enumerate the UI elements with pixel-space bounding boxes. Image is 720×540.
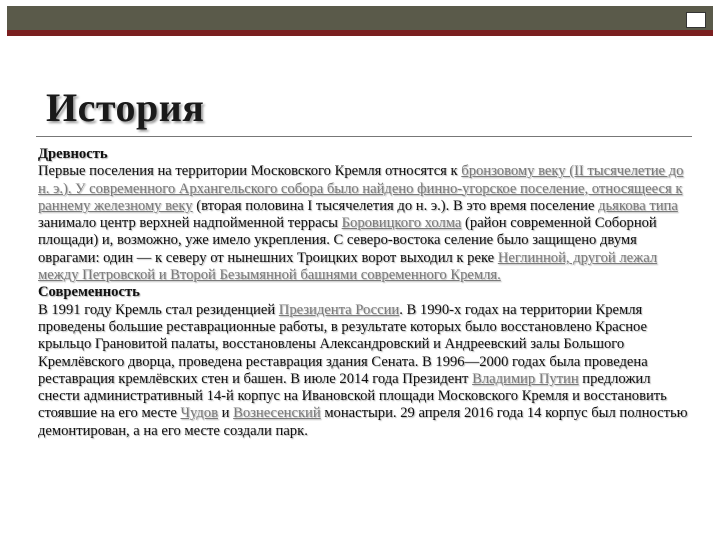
hyperlink[interactable]: Президента России: [278, 301, 400, 318]
hyperlink[interactable]: Чудов: [180, 405, 218, 422]
hyperlink[interactable]: Вознесенский: [233, 405, 321, 422]
section-text-modern: [38, 302, 688, 440]
section-heading-ancient: Древность: [38, 146, 108, 162]
paragraph-text: и: [217, 405, 234, 422]
paragraph-text: (вторая половина I тысячелетия до н. э.). В это время поселение: [192, 197, 599, 214]
title-divider: [36, 136, 692, 137]
paragraph-text: занимало центр верхней надпойменной террасы: [38, 215, 342, 232]
slide-body: [38, 146, 688, 440]
hyperlink[interactable]: бронзовому веку (II тысячелетие до н. э.). У современного Архангельского собора было найдено финно-угорское поселение, относящееся к раннему железному веку: [38, 163, 684, 214]
hyperlink[interactable]: дьякова типа: [598, 197, 678, 214]
hyperlink[interactable]: Боровицкого холма: [341, 215, 462, 232]
paragraph-text: . В 1990-х годах на территории Кремля проведены большие реставрационные работы, в результате которых было восстановлено Красное крыльцо Грановитой палаты, восстановлены Александровский и Андреевский залы Большого Кремлёвского дворца, проведена реставрация здания Сената. В 1996—2000 годах была проведена реставрация кремлёвских стен и башен. В июле 2014 года Президент: [38, 301, 648, 387]
section-text-ancient: [38, 163, 688, 284]
paragraph-text: монастыри. 29 апреля 2016 года 14 корпус был полностью демонтирован, а на его месте создали парк.: [38, 405, 688, 439]
slide-title: История: [46, 85, 205, 130]
paragraph-text: предложил снести административный 14-й корпус на Ивановской площади Московского Кремля и восстановить стоявшие на его месте: [38, 370, 667, 422]
hyperlink[interactable]: Владимир Путин: [472, 370, 579, 387]
paragraph-text: (район современной Соборной площади) и, возможно, уже имело укрепления. С северо-востока селение было защищено двумя оврагами: один — к северу от нынешних Троицких ворот выходил к реке: [38, 215, 657, 266]
paragraph-text: Первые поселения на территории Московского Кремля относятся к: [38, 163, 462, 180]
section-heading-modern: Современность: [38, 284, 140, 301]
top-accent-line: [7, 30, 713, 36]
hyperlink[interactable]: Неглинной, другой лежал между Петровской и Второй Безымянной башнями современного Кремля.: [38, 249, 658, 284]
top-bar-square-icon: [686, 12, 706, 28]
paragraph-text: В 1991 году Кремль стал резиденцией: [38, 301, 279, 318]
